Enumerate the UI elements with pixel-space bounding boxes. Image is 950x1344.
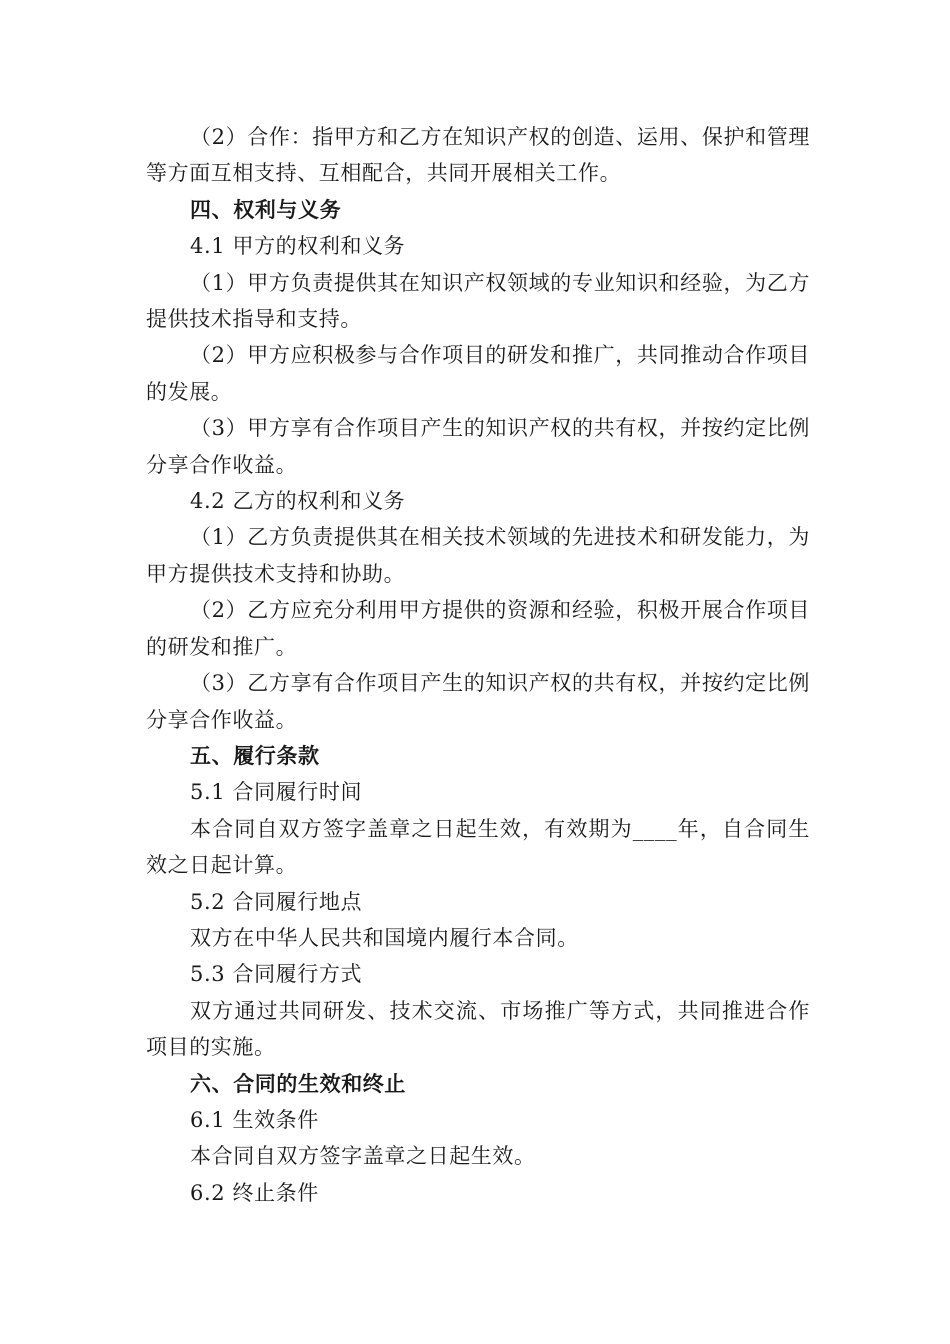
paragraph-party-b-3: （3）乙方享有合作项目产生的知识产权的共有权，并按约定比例分享合作收益。 xyxy=(146,671,810,732)
section-heading-rights-obligations: 四、权利与义务 xyxy=(190,196,342,222)
paragraph-performance-place: 双方在中华人民共和国境内履行本合同。 xyxy=(190,925,579,950)
paragraph-party-b-2: （2）乙方应充分利用甲方提供的资源和经验，积极开展合作项目的研发和推广。 xyxy=(146,598,810,659)
document-body xyxy=(146,119,810,1211)
paragraph-performance-method: 双方通过共同研发、技术交流、市场推广等方式，共同推进合作项目的实施。 xyxy=(146,998,810,1060)
subsection-performance-method: 5.3 合同履行方式 xyxy=(190,962,363,987)
subsection-effective-conditions: 6.1 生效条件 xyxy=(190,1107,319,1132)
subsection-performance-place: 5.2 合同履行地点 xyxy=(190,889,363,914)
paragraph-cooperation-definition: （2）合作：指甲方和乙方在知识产权的创造、运用、保护和管理等方面互相支持、互相配合，共同开展相关工作。 xyxy=(146,125,810,186)
subsection-performance-time: 5.1 合同履行时间 xyxy=(190,780,363,805)
paragraph-performance-time: 本合同自双方签字盖章之日起生效，有效期为____年，自合同生效之日起计算。 xyxy=(146,816,810,878)
paragraph-party-a-1: （1）甲方负责提供其在知识产权领域的专业知识和经验，为乙方提供技术指导和支持。 xyxy=(146,270,810,332)
paragraph-party-b-1: （1）乙方负责提供其在相关技术领域的先进技术和研发能力，为甲方提供技术支持和协助。 xyxy=(146,525,810,586)
section-heading-performance: 五、履行条款 xyxy=(190,742,320,768)
subsection-termination-conditions: 6.2 终止条件 xyxy=(190,1180,319,1205)
paragraph-effective-conditions: 本合同自双方签字盖章之日起生效。 xyxy=(190,1144,536,1169)
paragraph-party-a-2: （2）甲方应积极参与合作项目的研发和推广，共同推动合作项目的发展。 xyxy=(146,343,810,404)
subsection-party-b: 4.2 乙方的权利和义务 xyxy=(190,489,406,514)
section-heading-effect-termination: 六、合同的生效和终止 xyxy=(190,1070,406,1096)
subsection-party-a: 4.1 甲方的权利和义务 xyxy=(190,234,406,259)
paragraph-party-a-3: （3）甲方享有合作项目产生的知识产权的共有权，并按约定比例分享合作收益。 xyxy=(146,416,810,477)
